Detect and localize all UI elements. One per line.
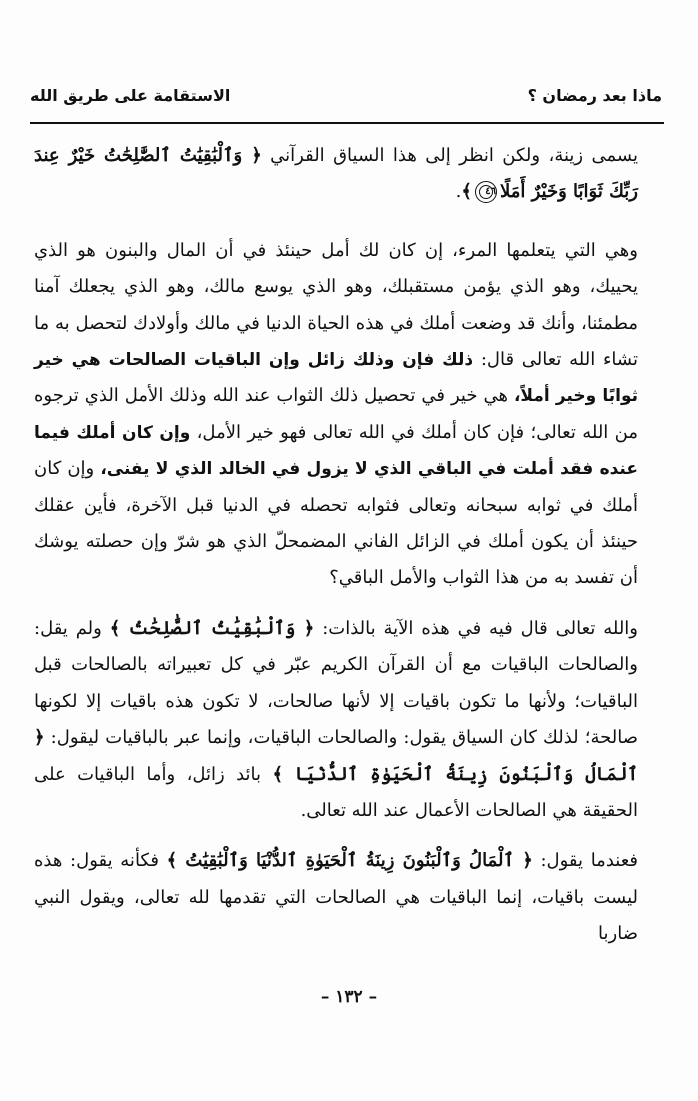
paragraph-2 [34,233,638,597]
paragraph-text: يسمى زينة، ولكن انظر إلى هذا السياق القرآني [261,145,638,166]
header-divider [30,122,664,124]
paragraph-text: . [455,181,462,203]
paragraph-text: وإن كان أملك في ثوابه سبحانه وتعالى فثوابه تحصله في الدنيا قبل الآخرة، فأين عقلك حينئذ أن يكون أملك في الزائل الفاني المضمحلّ الذي هو شرّ وإن حصلته يوشك أن تفسد به من هذا الثواب والأمل الباقي؟ [34,458,638,589]
paragraph-text: فكأنه يقول: هذه ليست باقيات، إنما الباقيات هي الصالحات التي تقدمها لله تعالى، ويقول النبي ضاربا [34,850,638,945]
page-body [34,138,638,967]
bold-emphasis: ذلك فإن وذلك زائل وإن الباقيات الصالحات هي خير ثوابًا وخير أملاً، [34,350,638,407]
running-header [30,86,662,116]
paragraph-4 [34,843,638,952]
paragraph-text: وهي التي يتعلمها المرء، إن كان لك أمل حينئذ في أن المال والبنون هو الذي يحييك، وهو الذي يؤمن مستقبلك، وهو الذي يوسع مالك، وهو الذي يجعلك آمنا مطمئنا، وأنك قد وضعت أملك في هذه الحياة الدنيا في مالك وأولادك لتحصل به ما تشاء الله تعالى قال: [34,239,638,371]
quran-verse: ﴿ وَٱلْبَٰقِيَٰتُ ٱلصَّٰلِحَٰتُ ﴾ [109,617,315,639]
quran-bracket: ﴾ [461,181,472,203]
chapter-title: الاستقامة على طريق الله [30,86,231,105]
book-title: ماذا بعد رمضان ؟ [527,86,662,105]
paragraph-text: فعندما يقول: [532,850,638,872]
ayah-number-marker: ٤٦ [475,181,497,203]
quran-verse: ﴿ ٱلْمَالُ وَٱلْبَنُونَ زِينَةُ ٱلْحَيَوٰةِ ٱلدُّنْيَا ﴾ [34,727,638,785]
quran-verse: ﴿ ٱلْمَالُ وَٱلْبَنُونَ زِينَةُ ٱلْحَيَوٰةِ ٱلدُّنْيَا وَٱلْبَٰقِيَٰتُ ﴾ [166,850,533,872]
quran-verse: ﴿ وَٱلْبَٰقِيَٰتُ ٱلصَّٰلِحَٰتُ خَيْرٌ عِندَ رَبِّكَ ثَوَابًا وَخَيْرٌ أَمَلًا [34,145,638,203]
paragraph-text: والله تعالى قال فيه في هذه الآية بالذات: [314,617,638,639]
bold-emphasis: وإن كان أملك فيما عنده فقد أملت في الباقي الذي لا يزول في الخالد الذي لا يفنى، [34,422,638,480]
paragraph-text: بائد زائل، وأما الباقيات على الحقيقة هي الصالحات الأعمال عند الله تعالى. [34,763,638,821]
paragraph-3 [34,611,638,829]
page-number: – ١٣٢ – [320,987,378,1007]
paragraph-text: هي خير في تحصيل ذلك الثواب عند الله وذلك الأمل الذي ترجوه من الله تعالى؛ فإن كان أملك في الله تعالى فهو خير الأمل، [34,385,638,443]
paragraph-1 [34,138,638,211]
paragraph-text: ولم يقل: والصالحات الباقيات مع أن القرآن الكريم عبّر في كل تعبيراته بالصالحات قبل الباقيات؛ ولأنها ما تكون باقيات إلا لأنها صالحات، لا تكون هذه باقيات إلا لكونها صالحة؛ لذلك كان السياق يقول: والصالحات الباقيات، وإنما عبر بالباقيات ليقول: [34,617,638,749]
